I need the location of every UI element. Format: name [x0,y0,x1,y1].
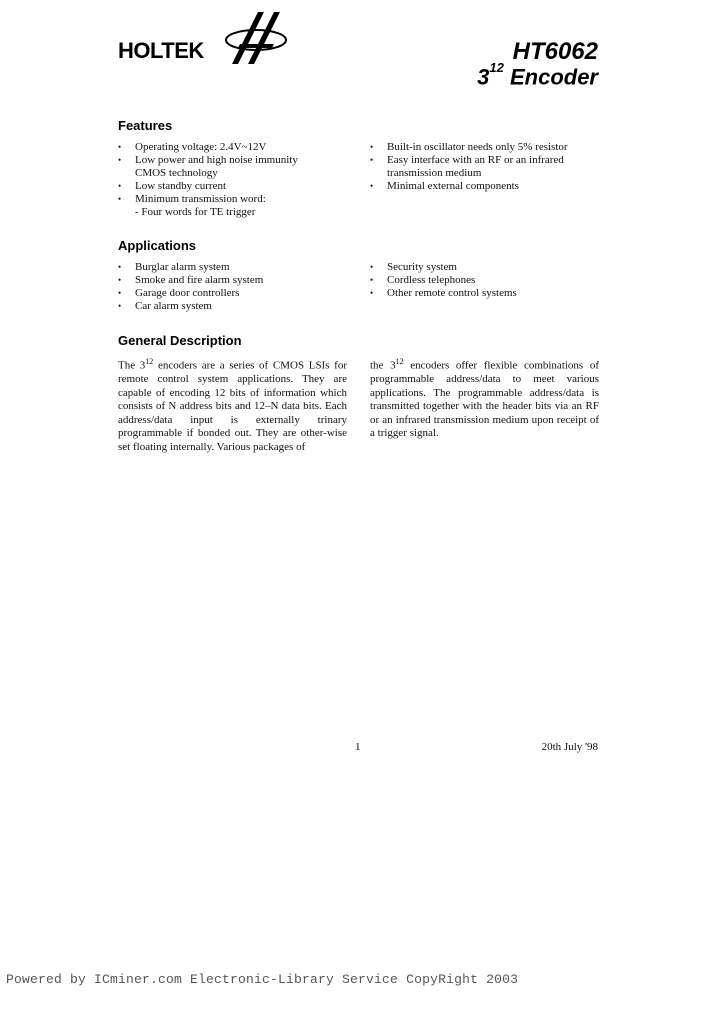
list-item: • Security system [370,261,610,274]
features-heading: Features [118,118,173,133]
list-item: • Low standby current [118,180,358,193]
list-item: • Car alarm system [118,300,358,313]
applications-heading: Applications [118,238,197,253]
features-list-right [370,141,610,193]
list-item: • Built-in oscillator needs only 5% resistor [370,141,610,154]
list-item: • Smoke and fire alarm system [118,274,358,287]
applications-list-right [370,261,610,300]
page-number: 1 [355,741,361,753]
general-description-right: the $3^{12}$ encoders offer flexible combinations of programmable address/data to meet various applications. The programmable address/data is transmitted together with the header bits via an RF or an infrared transmission medium upon receipt of a trigger signal. [370,357,599,440]
list-item: • Cordless telephones [370,274,610,287]
document-subtitle: $3^{12}$ Encoder [477,60,598,90]
list-item: • Other remote control systems [370,287,610,300]
watermark-text: Powered by ICminer.com Electronic-Library Service CopyRight 2003 [6,972,519,987]
list-item: • Minimal external components [370,180,610,193]
list-item: • Minimum transmission word: - Four words for TE trigger [118,193,358,219]
general-description-heading: General Description [118,333,242,348]
list-item: • Low power and high noise immunity CMOS technology [118,154,358,180]
list-item: • Burglar alarm system [118,261,358,274]
brand-logo-text: HOLTEK [118,38,204,63]
list-item: • Garage door controllers [118,287,358,300]
features-list-left [118,141,358,219]
general-description-left: The $3^{12}$ encoders are a series of CMOS LSIs for remote control system applications. They are capable of encoding 12 bits of information which consists of N address bits and 12–N data bits. Each address/data input is externally trinary programmable if bonded out. They are other-wise set floating internally. Various packages of [118,357,347,453]
applications-list-left [118,261,358,313]
list-item: • Operating voltage: 2.4V~12V [118,141,358,154]
part-number: HT6062 [512,38,598,65]
revision-date: 20th July '98 [541,741,598,753]
list-item: • Easy interface with an RF or an infrared transmission medium [370,154,610,180]
holtek-logo-icon [218,10,290,68]
